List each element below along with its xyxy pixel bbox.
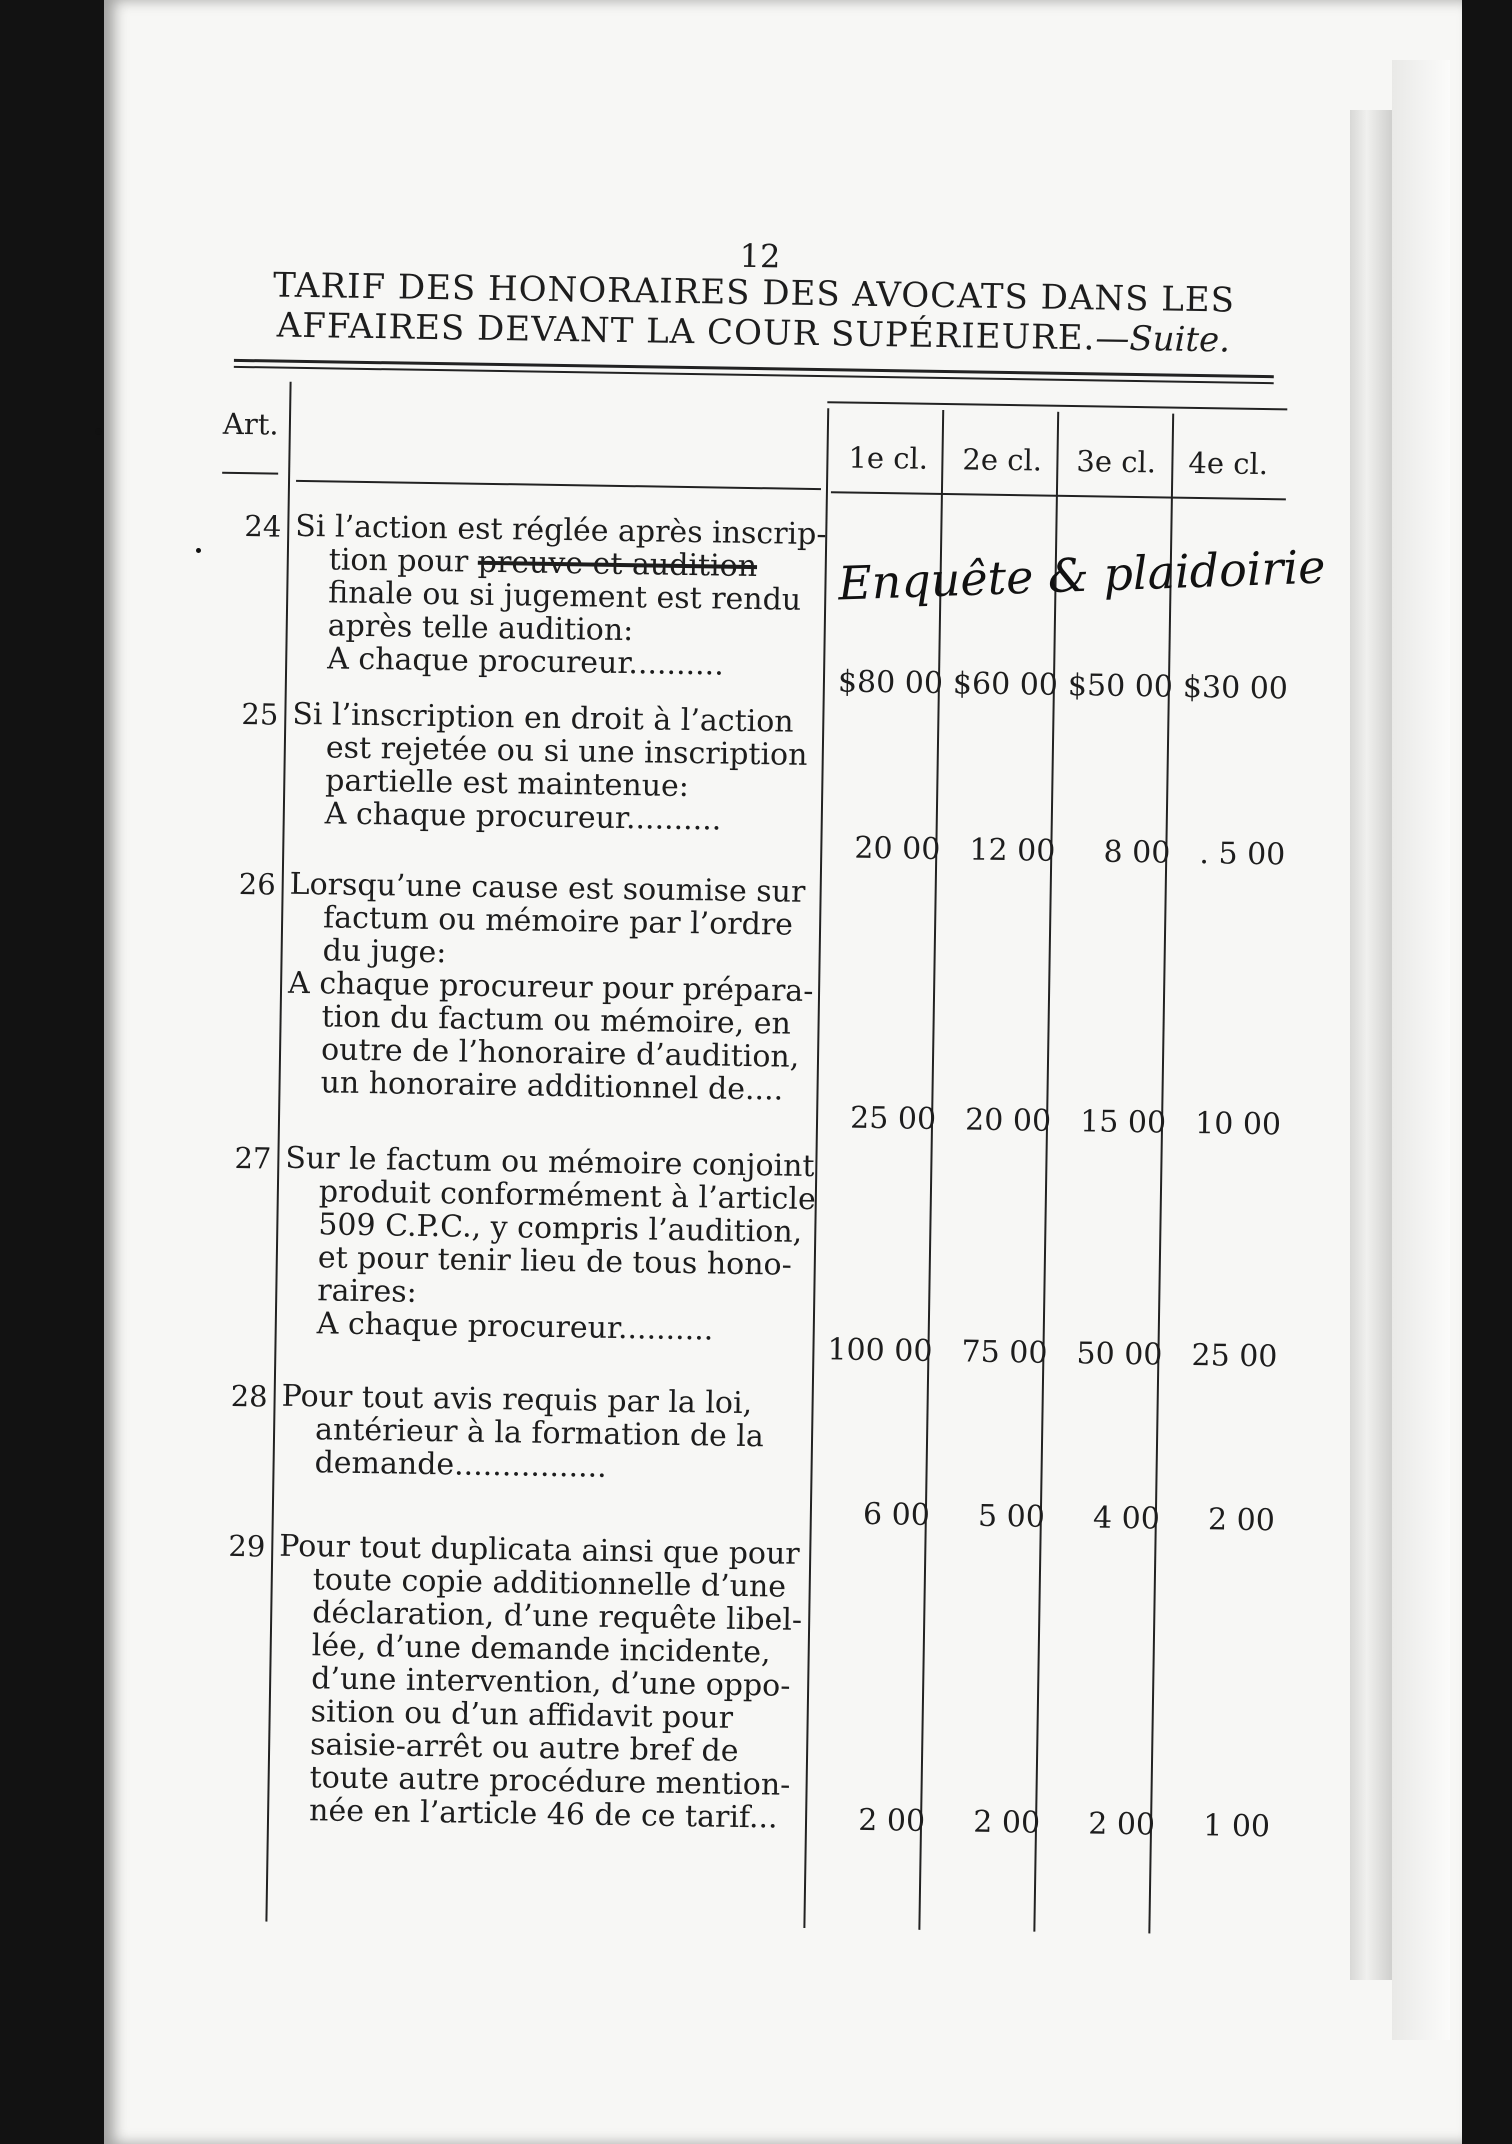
desc-line: A chaque procureur.......... bbox=[324, 796, 722, 838]
article-number: 29 bbox=[228, 1528, 266, 1564]
desc-line: demande................ bbox=[314, 1445, 608, 1485]
amount-class-1: 25 00 bbox=[849, 1100, 937, 1137]
header-art: Art. bbox=[222, 406, 279, 442]
desc-line: Si l’action est réglée après inscrip- bbox=[295, 508, 827, 553]
column-rule bbox=[918, 410, 944, 1930]
column-rule bbox=[1148, 414, 1174, 1934]
desc-line: factum ou mémoire par l’ordre bbox=[322, 900, 794, 943]
desc-line: toute copie additionnelle d’une bbox=[312, 1562, 787, 1605]
desc-line: saisie-arrêt ou autre bref de bbox=[309, 1727, 739, 1769]
table-header bbox=[176, 380, 1287, 487]
header-class-3: 3e cl. bbox=[1076, 444, 1157, 480]
amount-class-3: 50 00 bbox=[1076, 1336, 1163, 1373]
desc-line: Sur le factum ou mémoire conjoint bbox=[285, 1140, 815, 1185]
article-number: 27 bbox=[234, 1140, 272, 1176]
amount-class-3: 2 00 bbox=[1087, 1806, 1156, 1843]
amount-class-4: 10 00 bbox=[1194, 1106, 1282, 1143]
desc-line: raires: bbox=[317, 1273, 418, 1310]
page-number: 12 bbox=[739, 236, 781, 276]
article-description bbox=[280, 1380, 801, 1487]
desc-line: A chaque procureur pour prépara- bbox=[287, 965, 814, 1010]
article-number: 26 bbox=[238, 867, 276, 902]
amount-class-1: 6 00 bbox=[862, 1496, 931, 1533]
struck-text: preuve et audition bbox=[477, 544, 758, 585]
amount-class-2: 75 00 bbox=[961, 1334, 1048, 1371]
desc-line: d’une intervention, d’une oppo- bbox=[310, 1661, 791, 1704]
desc-line: Pour tout avis requis par la loi, bbox=[281, 1378, 753, 1422]
amount-class-1: 100 00 bbox=[827, 1332, 933, 1369]
desc-line: tion du factum ou mémoire, en bbox=[321, 999, 792, 1042]
header-class-2: 2e cl. bbox=[962, 442, 1043, 478]
desc-line: 509 C.P.C., y compris l’audition, bbox=[318, 1207, 803, 1250]
column-rule bbox=[1033, 412, 1059, 1932]
amount-class-4: 25 00 bbox=[1191, 1338, 1278, 1375]
amount-class-1: 2 00 bbox=[858, 1802, 926, 1839]
article-number: 24 bbox=[244, 509, 282, 544]
amount-class-1: $80 00 bbox=[837, 664, 944, 702]
desc-line: et pour tenir lieu de tous hono- bbox=[317, 1240, 793, 1283]
desc-line: après telle audition: bbox=[327, 608, 634, 649]
header-class-1: 1e cl. bbox=[848, 440, 929, 476]
desc-line: Pour tout duplicata ainsi que pour bbox=[279, 1528, 800, 1572]
article-description bbox=[286, 866, 814, 1108]
desc-line: un honoraire additionnel de.... bbox=[320, 1065, 784, 1108]
facing-page-edge bbox=[1392, 60, 1450, 2040]
desc-line: antérieur à la formation de la bbox=[314, 1412, 765, 1455]
amount-class-4: 2 00 bbox=[1207, 1502, 1276, 1539]
title-suite: —Suite. bbox=[1095, 318, 1231, 361]
article-number: 28 bbox=[230, 1378, 268, 1414]
desc-text: tion pour bbox=[328, 542, 479, 580]
amount-class-2: $60 00 bbox=[952, 666, 1059, 703]
amount-class-3: $50 00 bbox=[1067, 668, 1174, 705]
article-description bbox=[293, 508, 827, 683]
article-description bbox=[291, 698, 813, 838]
amount-class-2: 2 00 bbox=[972, 1804, 1041, 1841]
amount-class-3: 4 00 bbox=[1092, 1500, 1161, 1537]
desc-line: produit conformément à l’article bbox=[318, 1174, 816, 1218]
desc-line: est rejetée ou si une inscription bbox=[325, 730, 808, 773]
amount-class-4: . 5 00 bbox=[1199, 836, 1286, 873]
desc-line: déclaration, d’une requête libel- bbox=[311, 1595, 803, 1638]
article-description bbox=[283, 1140, 816, 1348]
desc-line: A chaque procureur.......... bbox=[326, 641, 725, 683]
amount-class-2: 20 00 bbox=[964, 1102, 1052, 1139]
table-row bbox=[162, 1378, 1276, 1539]
ink-speck bbox=[95, 428, 102, 435]
desc-line: outre de l’honoraire d’audition, bbox=[320, 1032, 800, 1075]
amount-class-2: 12 00 bbox=[969, 832, 1056, 869]
desc-line: sition ou d’un affidavit pour bbox=[310, 1694, 734, 1736]
page-title bbox=[238, 265, 1269, 361]
desc-line: toute autre procédure mention- bbox=[309, 1760, 791, 1803]
title-text: AFFAIRES DEVANT LA COUR SUPÉRIEURE. bbox=[276, 305, 1096, 359]
desc-line: finale ou si jugement est rendu bbox=[328, 575, 802, 618]
page-gutter bbox=[1350, 110, 1392, 1980]
art-header-rule bbox=[222, 472, 278, 475]
table-row bbox=[166, 1140, 1278, 1375]
desc-line: lée, d’une demande incidente, bbox=[311, 1628, 771, 1671]
amount-class-3: 15 00 bbox=[1079, 1104, 1167, 1141]
title-line-1: TARIF DES HONORAIRES DES AVOCATS DANS LES bbox=[272, 265, 1236, 321]
amount-class-4: 1 00 bbox=[1202, 1808, 1271, 1845]
article-description bbox=[275, 1528, 803, 1836]
amount-class-2: 5 00 bbox=[977, 1498, 1046, 1535]
header-class-4: 4e cl. bbox=[1188, 445, 1269, 482]
printed-page bbox=[153, 228, 1290, 1945]
desc-line: A chaque procureur.......... bbox=[316, 1306, 714, 1348]
amount-class-4: $30 00 bbox=[1182, 669, 1289, 707]
amount-class-1: 20 00 bbox=[854, 830, 941, 868]
desc-line: du juge: bbox=[322, 933, 447, 971]
desc-line: partielle est maintenue: bbox=[325, 763, 690, 805]
desc-header-rule bbox=[296, 480, 821, 490]
amount-header-rule bbox=[831, 491, 1286, 500]
desc-line: Lorsqu’une cause est soumise sur bbox=[289, 866, 806, 910]
handwritten-annotation: Enquête & plaidoirie bbox=[837, 539, 1327, 611]
desc-line: Si l’inscription en droit à l’action bbox=[292, 696, 794, 740]
article-number: 25 bbox=[241, 697, 279, 732]
desc-line: née en l’article 46 de ce tarif... bbox=[308, 1793, 778, 1836]
amount-class-3: 8 00 bbox=[1103, 834, 1171, 871]
